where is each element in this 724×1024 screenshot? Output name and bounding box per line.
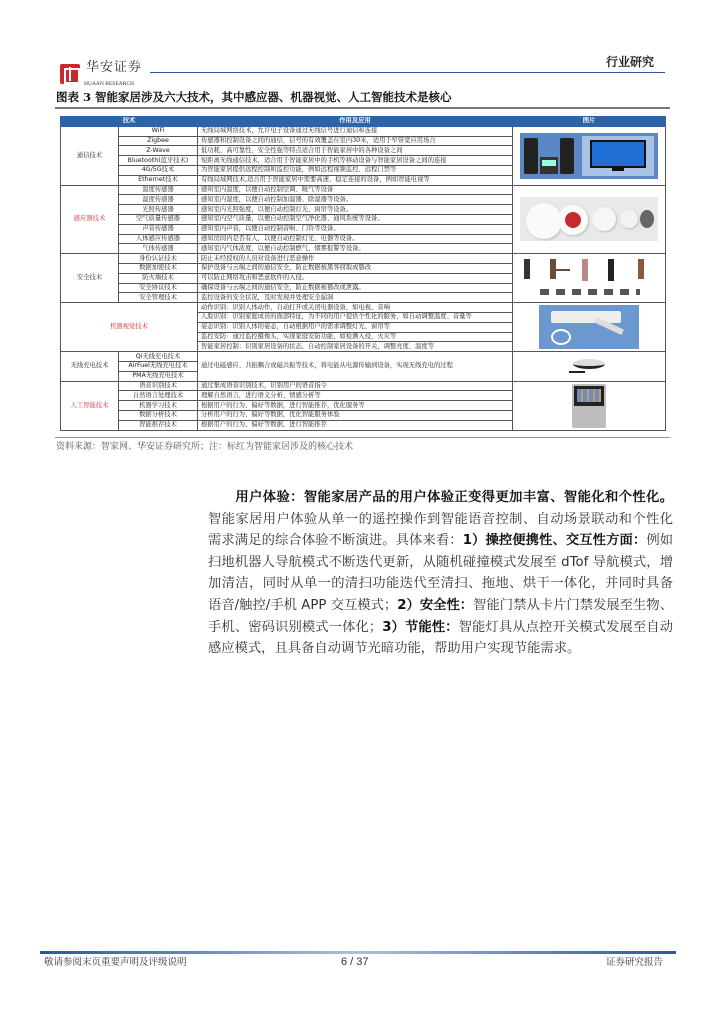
desc-cell: 监控安防：通过监控摄像头，实现家庭安防功能，如检测入侵、火灾等	[198, 332, 513, 342]
tech-cell: 安全协议技术	[119, 283, 198, 293]
desc-cell: 监控设备的安全状况，及时发现并处理安全漏洞	[198, 293, 513, 303]
desc-cell: 根据用户的行为、偏好等数据，进行智能推荐	[198, 420, 513, 430]
category-cell: 感应器技术	[61, 185, 119, 254]
desc-cell: 智能家居控制：识别家居设备的状态，自动控制家居设备的开关，调整亮度、温度等	[198, 342, 513, 352]
desc-cell: 可以防止网络攻击和恶意软件的入侵。	[198, 273, 513, 283]
speaker-tv-image	[513, 126, 666, 185]
desc-cell: 低功耗、高可靠性、安全性强等特点适合用于智能家居中的各种设备之间	[198, 146, 513, 156]
desc-cell: 根据用户的行为、偏好等数据，进行智能推荐，优化服务等	[198, 401, 513, 411]
header-tech: 技术	[61, 117, 198, 127]
header-image: 图片	[513, 117, 666, 127]
tech-cell: 安全管理技术	[119, 293, 198, 303]
tech-cell: 数据分析技术	[119, 410, 198, 420]
point-3-title: 3）节能性：	[382, 619, 459, 635]
tech-cell: 智能推荐技术	[119, 420, 198, 430]
body-text: 智能门禁从卡片门禁发展至生物、手机、密码识别模式一体化；	[208, 597, 673, 635]
desc-cell: 动作识别：识别人体动作，自动打开或关闭电器设备，如电视、音响	[198, 303, 513, 313]
body-text: 例如扫地机器人导航模式不断迭代更新，从随机碰撞模式发展至 dTof 导航模式，增加清洁，同时从单一的清扫功能迭代至清扫、拖地、烘干一体化，并同时具备语音/触控/手机 APP 交互模式；	[208, 533, 674, 613]
body-text: 智能灯具从点控开关模式发展至自动感应模式，且具备自动调节光暗功能，帮助用户实现节能需求。	[208, 619, 673, 657]
brand-name-en: HUAAN RESEARCH	[84, 81, 134, 87]
table-row	[61, 254, 666, 264]
desc-cell: 通过集成语音识别技术，识别用户的语音指令	[198, 381, 513, 391]
tech-cell: Ethernet技术	[119, 175, 198, 185]
category-cell: 通信技术	[61, 126, 119, 185]
lead-bold: 用户体验：智能家居产品的用户体验正变得更加丰富、智能化和个性化。	[235, 490, 673, 505]
table-row	[61, 303, 666, 313]
desc-cell: 短距离无线通信技术，适合用于智能家居中的手机等移动设备与智能家居设备之间的连接	[198, 156, 513, 166]
table-row	[61, 185, 666, 195]
section-label: 行业研究	[606, 55, 655, 69]
desc-cell: 感知室内湿度，以便自动控制加湿器、除湿器等设备。	[198, 195, 513, 205]
tech-cell: Bluetooth(蓝牙技术)	[119, 156, 198, 166]
desc-cell: 防止未经授权的人员对设备进行恶意操作	[198, 254, 513, 264]
desc-cell: 感知室内气体浓度，以便自动控制燃气、烟雾报警等设备。	[198, 244, 513, 254]
tech-cell: 语音识别技术	[119, 381, 198, 391]
smart-locks-image	[513, 254, 666, 303]
desc-cell: 感知室内空气质量，以便自动控制空气净化器、通风系统等设备。	[198, 214, 513, 224]
desc-cell: 感知房间内是否有人，以便自动控制灯光、电器等设备。	[198, 234, 513, 244]
header-usage: 作用及应用	[198, 117, 513, 127]
source-note: 资料来源：智家网、华安证券研究所；注：标红为智能家居涉及的核心技术	[56, 442, 354, 452]
table-row	[61, 381, 666, 391]
desc-cell: 人脸识别：识别家庭成员的面部特征，为不同的用户提供个性化的服务，如自动调整温度、音量等	[198, 312, 513, 322]
body-text: 智能家居用户体验从单一的遥控操作到智能语音控制、自动场景联动和个性化需求满足的综合体验不断演进。具体来看：	[208, 511, 673, 549]
tech-cell: 4G/5G技术	[119, 165, 198, 175]
tech-cell: Zigbee	[119, 136, 198, 146]
tech-table	[60, 116, 666, 431]
tech-cell: WiFi	[119, 126, 198, 136]
desc-cell: 理解自然语言，进行语义分析、情感分析等	[198, 391, 513, 401]
desc-cell: 保护设备与云端之间的通信安全，防止数据被黑客窃取或篡改	[198, 263, 513, 273]
desc-cell: 传感器和控制设备之间的通信，信号的有效覆盖在室内30米，适用于窄带宽应用场合	[198, 136, 513, 146]
huaan-logo-icon	[60, 64, 80, 84]
brand-name: 华安证券	[86, 60, 143, 75]
category-cell: 人工智能技术	[61, 381, 119, 430]
point-2-title: 2）安全性：	[397, 597, 474, 613]
caption-divider	[55, 107, 670, 109]
page-number: 6 / 37	[341, 956, 369, 968]
tech-cell: 防火墙技术	[119, 273, 198, 283]
sensors-image	[513, 185, 666, 254]
table-block	[55, 116, 670, 453]
category-cell: 安全技术	[61, 254, 119, 303]
tech-cell: 空气质量传感器	[119, 214, 198, 224]
footer-divider	[40, 951, 676, 954]
body-paragraph	[208, 487, 673, 660]
tech-cell: 气体传感器	[119, 244, 198, 254]
tech-cell: 人体感应传感器	[119, 234, 198, 244]
source-divider	[55, 437, 670, 439]
tech-cell: 湿度传感器	[119, 195, 198, 205]
table-row	[61, 126, 666, 136]
category-cell: 机器视觉技术	[61, 303, 198, 352]
desc-cell: 分析用户的行为、偏好等数据，优化智能服务体验	[198, 410, 513, 420]
table-row	[61, 352, 666, 362]
table-header-row	[61, 117, 666, 127]
tech-cell: Qi无线充电技术	[119, 352, 198, 362]
desc-cell: 确保设备与云端之间的通信安全，防止数据被篡改或泄露。	[198, 283, 513, 293]
desc-cell: 感知室内光照强度，以便自动控制灯光、窗帘等设备。	[198, 205, 513, 215]
tech-cell: Z-Wave	[119, 146, 198, 156]
tech-cell: PMA无线充电技术	[119, 371, 198, 381]
tech-cell: AirFuel无线充电技术	[119, 361, 198, 371]
desc-cell: 有线局域网技术,适合用于智能家居中需要高速、稳定连接的设备，例如智能电视等	[198, 175, 513, 185]
desc-cell: 感知室内声音，以便自动控制音响、门铃等设备。	[198, 224, 513, 234]
desc-cell: 为智能家居提供远程控制和监控功能，例如远程视频监控、远程门禁等	[198, 165, 513, 175]
tech-cell: 自然语言处理技术	[119, 391, 198, 401]
desc-cell: 通过电磁感应、共振耦合或磁共振等技术，将电能从电源传输到设备，实现无线充电的过程	[198, 352, 513, 381]
tech-cell: 身份认证技术	[119, 254, 198, 264]
figure-caption: 图表 3 智能家居涉及六大技术，其中感应器、机器视觉、人工智能技术是核心	[56, 90, 452, 104]
tech-cell: 声音传感器	[119, 224, 198, 234]
tech-cell: 光照传感器	[119, 205, 198, 215]
desc-cell: 感知室内温度，以便自动控制空调、暖气等设备	[198, 185, 513, 195]
tech-cell: 数据加密技术	[119, 263, 198, 273]
footer-right: 证券研究报告	[606, 957, 664, 968]
footer-disclaimer: 敬请参阅末页重要声明及评级说明	[44, 957, 187, 968]
tech-cell: 机器学习技术	[119, 401, 198, 411]
smart-display-image	[513, 381, 666, 430]
wireless-charger-image	[513, 352, 666, 381]
tech-cell: 温度传感器	[119, 185, 198, 195]
header-divider	[150, 72, 665, 73]
camera-image	[513, 303, 666, 352]
desc-cell: 姿态识别：识别人体的姿态，自动根据用户的需求调整灯光、窗帘等	[198, 322, 513, 332]
category-cell: 无线充电技术	[61, 352, 119, 381]
desc-cell: 无线局域网络技术，允许电子设备通过无线信号进行通信和连接	[198, 126, 513, 136]
point-1-title: 1）操控便携性、交互性方面：	[462, 533, 647, 549]
